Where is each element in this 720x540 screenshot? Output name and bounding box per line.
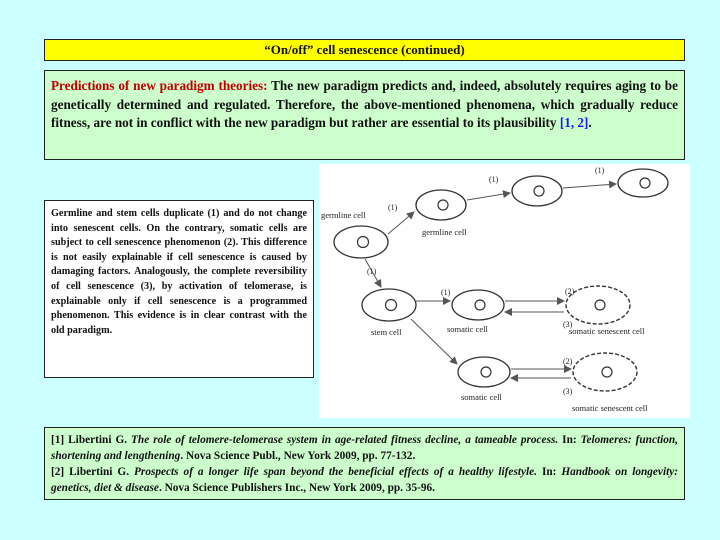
ref2-in: In: [536, 466, 562, 478]
label-somatic-senescent-cell-mid: somatic senescent cell [569, 326, 645, 336]
label-germline-cell-left: germline cell [321, 210, 366, 220]
stem-cell [362, 289, 416, 321]
ref2-title: Prospects of a longer life span beyond the beneficial effects of a healthy lifestyle. [134, 466, 537, 478]
somatic-senescent-cell-mid [566, 286, 630, 324]
arrow-label-1a: (1) [388, 203, 398, 212]
ref1-publisher: . Nova Science Publ., New York 2009, pp. 77-132. [180, 450, 416, 462]
ref2-prefix: [2] Libertini G. [51, 466, 135, 478]
somatic-senescent-cell-bottom [573, 353, 637, 391]
arrow-label-3b: (3) [563, 387, 573, 396]
label-somatic-cell-bottom: somatic cell [461, 392, 502, 402]
somatic-cell-bottom [458, 357, 510, 387]
ref2-publisher: . Nova Science Publishers Inc., New York 2009, pp. 35-96. [158, 482, 435, 494]
germline-cell-top3 [618, 169, 668, 197]
predictions-box [44, 70, 685, 160]
somatic-cell-mid [452, 290, 504, 320]
predictions-label: Predictions of new paradigm theories: [51, 78, 268, 93]
ref1-in: In: [558, 434, 581, 446]
germline-cell-top2 [512, 176, 562, 206]
germline-cell-left [334, 226, 388, 258]
germline-explanation-box: Germline and stem cells duplicate (1) and do not change into senescent cells. On the contrary, somatic cells are subject to cell senescence phenomenon (2). This difference is not easily explainable if cell senescence is caused by damaging factors. Analogously, the complete reversibility of cell senescence (3), by activation of telomerase, is explainable only if cell senescence is a programmed phenomenon. This evidence is in clear contrast with the old paradigm. [44, 200, 314, 378]
arrow-label-3a: (3) [563, 320, 573, 329]
ref1-title: The role of telomere-telomerase system in age-related fitness decline, a tameable process. [131, 434, 559, 446]
references-box [44, 427, 685, 500]
arrow-label-1e: (1) [441, 288, 451, 297]
ref2-book: Handbook on longevity: genetics, diet & disease [51, 466, 678, 494]
ref1-prefix: [1] Libertini G. [51, 434, 132, 446]
arrow-label-1d: (1) [367, 267, 377, 276]
predictions-body: The new paradigm predicts and, indeed, absolutely requires aging to be genetically determined and regulated. Therefore, the above-mentioned phenomena, which gradually reduce fitness, are not in conflict with the new paradigm but rather are essential to its plausibility [51, 78, 678, 130]
predictions-end: . [588, 115, 592, 130]
cell-diagram-svg [319, 164, 690, 418]
predictions-refs-link[interactable]: [1, 2] [559, 115, 589, 130]
germline-cell-top1 [416, 190, 466, 220]
slide-title: “On/off” cell senescence (continued) [44, 39, 685, 61]
label-somatic-senescent-cell-bottom: somatic senescent cell [572, 403, 648, 413]
ref1-book: Telomeres: function, shortening and lengthening [51, 434, 678, 462]
label-somatic-cell-mid: somatic cell [447, 324, 488, 334]
label-germline-cell-mid: germline cell [422, 227, 467, 237]
arrow-label-2a: (2) [565, 287, 575, 296]
arrow-label-1c: (1) [595, 166, 605, 175]
label-stem-cell: stem cell [371, 327, 402, 337]
arrow-label-2b: (2) [563, 357, 573, 366]
arrow-label-1b: (1) [489, 175, 499, 184]
cell-diagram [319, 164, 690, 418]
